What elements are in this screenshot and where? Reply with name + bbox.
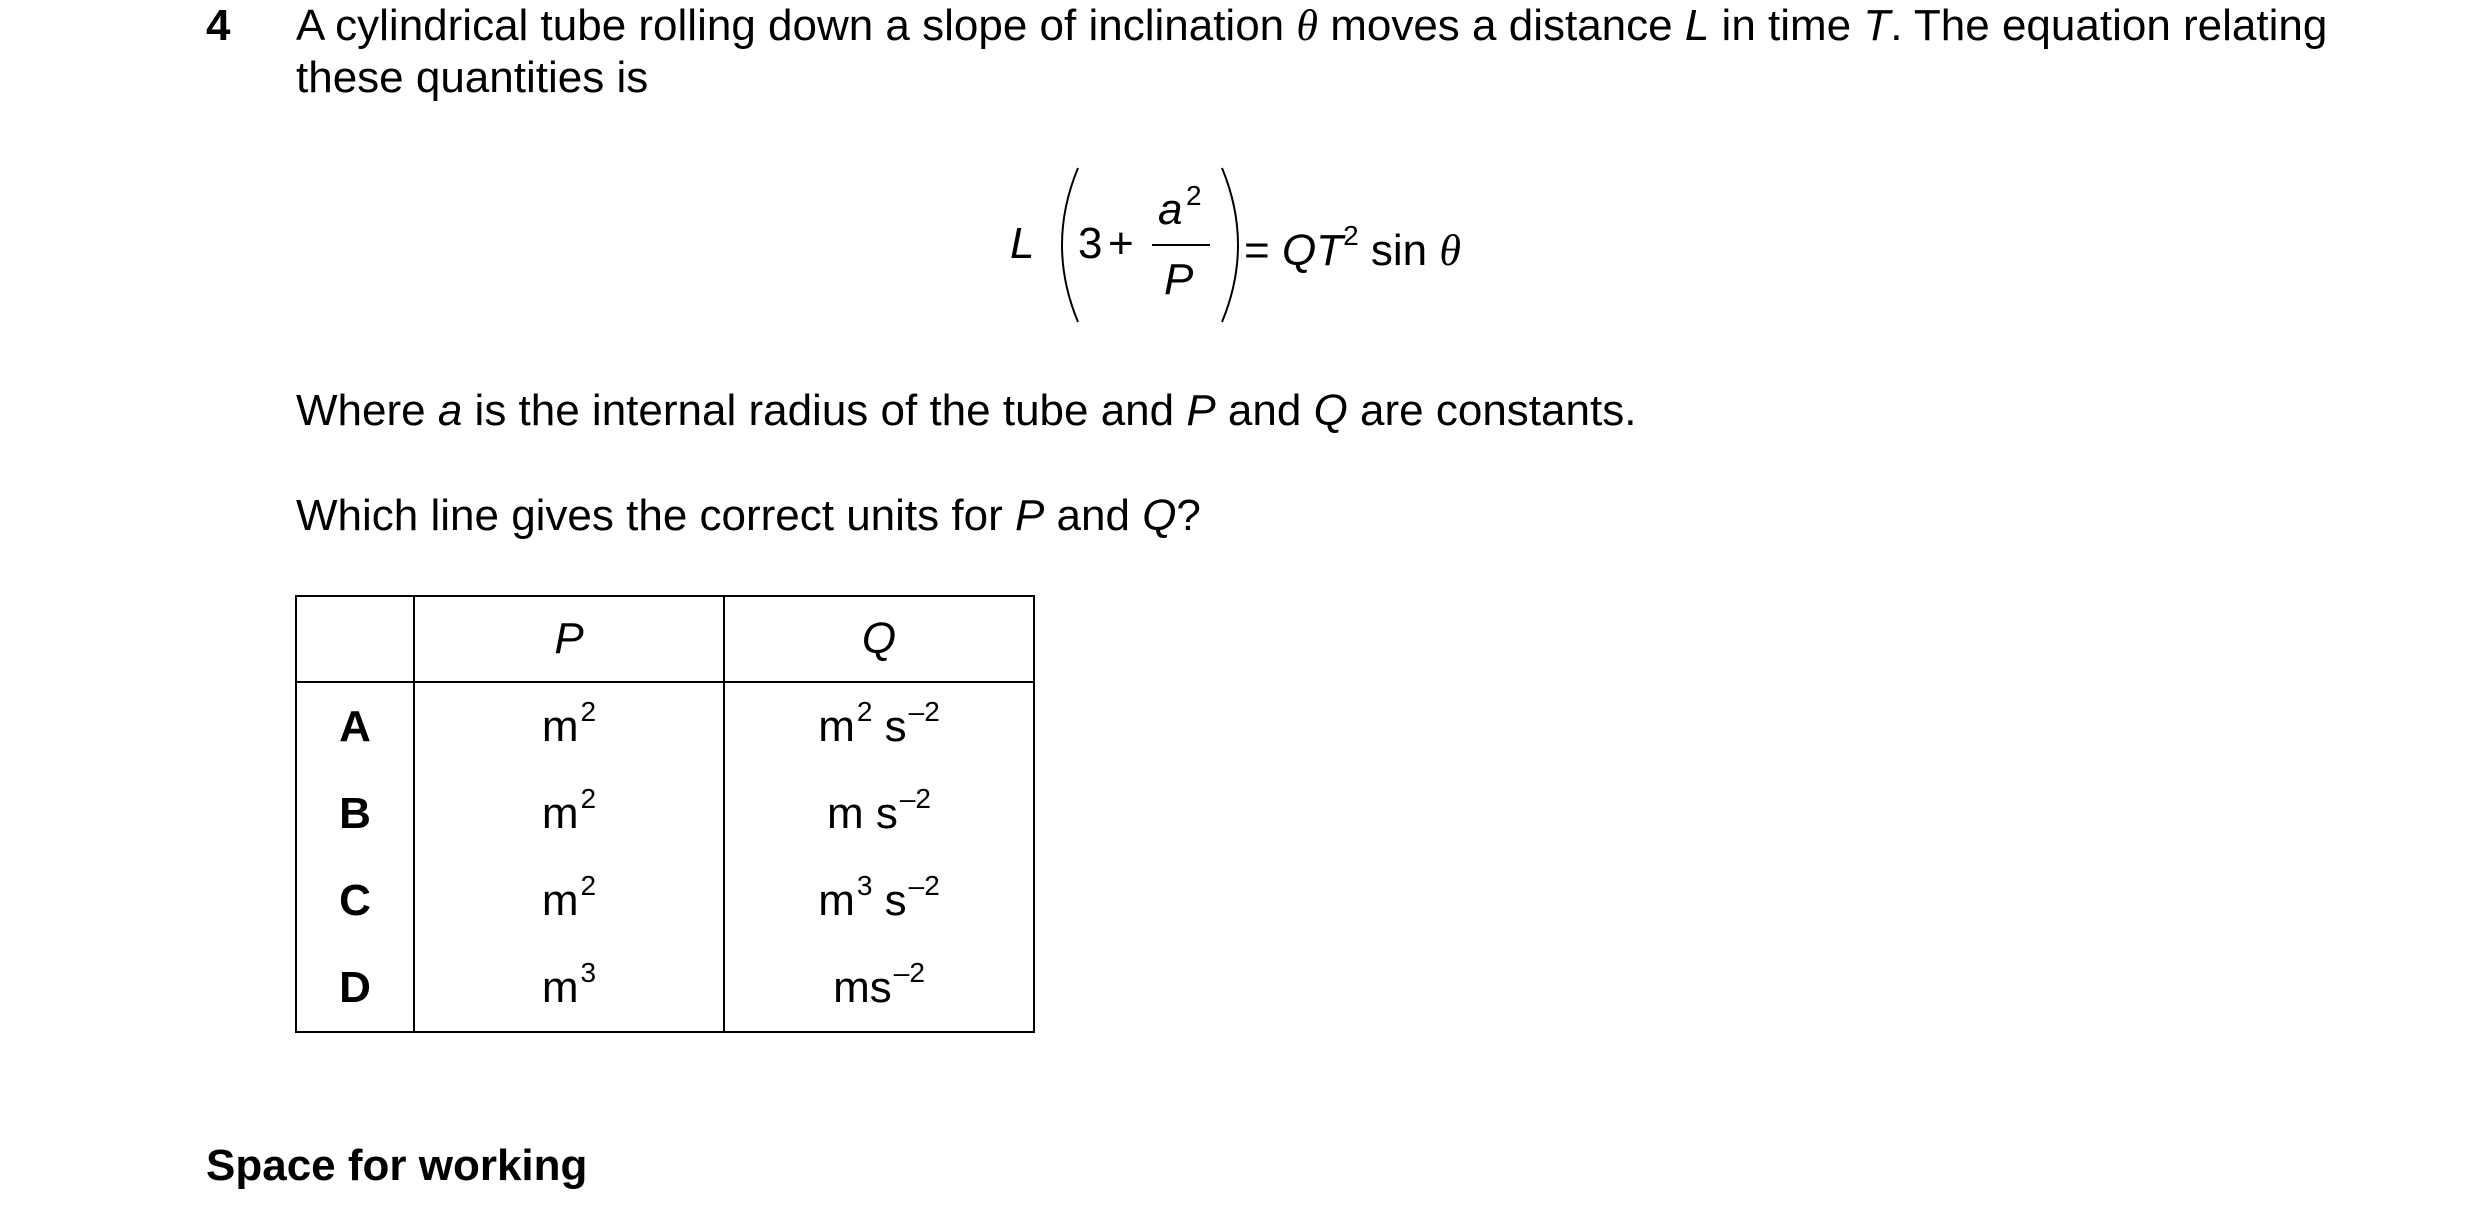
unit-base: ms (833, 962, 892, 1012)
space-for-working-label: Space for working (206, 1141, 588, 1190)
unit-exp: –2 (893, 956, 925, 988)
unit-q (724, 682, 1034, 770)
unit-exp: 3 (856, 869, 873, 901)
where-text: Where (296, 386, 438, 435)
unit-base: m (541, 701, 579, 751)
eq-l: L (1010, 219, 1035, 268)
var-a: a (437, 386, 463, 435)
theta-symbol: θ (1296, 1, 1318, 50)
unit-exp: –2 (899, 782, 932, 814)
where-text: and (1215, 386, 1314, 435)
unit-base: m (818, 875, 855, 925)
equation (1008, 160, 1508, 330)
where-text: are constants. (1347, 386, 1637, 435)
unit-exp: 2 (856, 695, 873, 727)
intro-text: in time (1709, 1, 1864, 50)
unit-q (724, 944, 1034, 1032)
question-intro (296, 0, 2376, 104)
option-row-b (296, 770, 1034, 857)
var-l: L (1684, 1, 1710, 50)
prompt-text: and (1044, 491, 1143, 540)
prompt-text: ? (1176, 491, 1201, 540)
intro-text: . The equation relating these quantities is (296, 1, 2328, 102)
intro-text: A cylindrical tube rolling down a slope of inclination (296, 1, 1297, 50)
intro-text: moves a distance (1317, 1, 1685, 50)
eq-rhs (1244, 222, 1461, 273)
unit-base: m (541, 875, 579, 925)
left-paren (1062, 168, 1078, 322)
eq-sin: sin (1370, 226, 1428, 275)
unit-p (414, 944, 724, 1032)
unit-exp: 2 (580, 869, 597, 901)
unit-p (414, 857, 724, 944)
unit-p (414, 770, 724, 857)
var-q: Q (1313, 386, 1348, 435)
unit-base: s (872, 701, 907, 751)
eq-three: 3 (1078, 219, 1103, 268)
unit-p (414, 682, 724, 770)
var-q: Q (1142, 491, 1177, 540)
unit-base: m (818, 701, 855, 751)
option-letter: D (296, 944, 414, 1032)
header-p: P (414, 596, 724, 682)
question-number: 4 (206, 1, 231, 50)
unit-exp: 3 (580, 956, 597, 988)
header-empty-cell (296, 596, 414, 682)
eq-numerator-exp: 2 (1186, 180, 1202, 211)
header-q: Q (724, 596, 1034, 682)
unit-exp: –2 (908, 695, 940, 727)
eq-denominator: P (1164, 255, 1194, 304)
option-row-d (296, 944, 1034, 1032)
where-statement (296, 385, 1636, 437)
unit-exp: 2 (580, 695, 597, 727)
right-paren (1222, 168, 1238, 322)
var-p: P (1186, 386, 1216, 435)
option-letter: B (296, 770, 414, 857)
unit-q (724, 770, 1034, 857)
eq-q: Q (1281, 226, 1317, 275)
var-t: T (1863, 1, 1891, 50)
eq-equals: = (1244, 226, 1270, 275)
unit-base: s (872, 875, 907, 925)
prompt-text: Which line gives the correct units for (296, 491, 1015, 540)
unit-exp: 2 (580, 782, 597, 814)
unit-base: m (541, 788, 579, 838)
option-letter: A (296, 682, 414, 770)
eq-plus: + (1108, 219, 1134, 268)
option-letter: C (296, 857, 414, 944)
unit-exp: –2 (908, 869, 940, 901)
question-prompt (296, 490, 1201, 542)
unit-q (724, 857, 1034, 944)
option-row-c (296, 857, 1034, 944)
eq-t-exp: 2 (1343, 220, 1359, 251)
unit-base: m s (826, 788, 898, 838)
eq-theta: θ (1439, 226, 1461, 275)
option-row-a (296, 682, 1034, 770)
eq-numerator: a (1158, 185, 1183, 234)
unit-base: m (541, 962, 579, 1012)
answer-options-table (295, 595, 1035, 1033)
table-header-row (296, 596, 1034, 682)
where-text: is the internal radius of the tube and (462, 386, 1187, 435)
var-p: P (1014, 491, 1045, 540)
eq-t: T (1316, 226, 1344, 275)
